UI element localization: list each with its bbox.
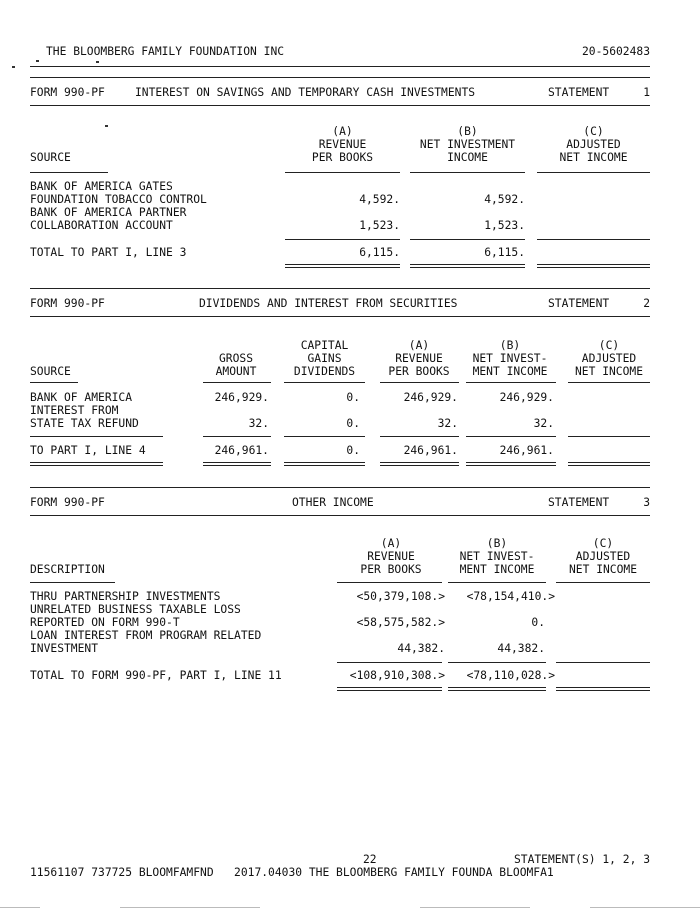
form-label: FORM 990-PF [30, 297, 105, 310]
scan-edge [0, 907, 40, 908]
statement-title: DIVIDENDS AND INTEREST FROM SECURITIES [199, 297, 458, 310]
row-description-line: THRU PARTNERSHIP INVESTMENTS [30, 590, 221, 603]
col-b-head-2: NET INVESTMENT [419, 138, 516, 151]
scan-edge [420, 907, 530, 908]
total-value-a: <108,910,308.> [349, 669, 445, 682]
total-double-rule [337, 687, 442, 691]
subtotal-rule [30, 436, 163, 437]
row-source-line: STATE TAX REFUND [30, 417, 139, 430]
header-underline [337, 582, 442, 583]
scan-speck [12, 66, 15, 68]
row-value-a: <58,575,582.> [356, 616, 445, 629]
footer-statements: STATEMENT(S) 1, 2, 3 [513, 853, 650, 866]
header-underline [537, 172, 650, 173]
total-double-rule [537, 264, 650, 268]
subtotal-rule [556, 662, 650, 663]
total-double-rule [466, 462, 556, 466]
statement-number: 3 [643, 496, 650, 509]
col-b-head-3: MENT INCOME [459, 563, 535, 576]
row-source-line: COLLABORATION ACCOUNT [30, 219, 173, 232]
total-value-b: 6,115. [484, 246, 525, 259]
subtotal-rule [337, 662, 442, 663]
total-value-b: <78,110,028.> [466, 669, 555, 682]
total-double-rule [285, 264, 400, 268]
divider [30, 515, 650, 516]
subtotal-rule [203, 436, 271, 437]
col-a-head-3: PER BOOKS [311, 151, 374, 164]
statement-label: STATEMENT [548, 297, 610, 310]
subtotal-rule [410, 239, 525, 240]
col-a-head-2: REVENUE [367, 550, 415, 563]
row-value-b: 32. [533, 417, 554, 430]
subtotal-rule [448, 662, 546, 663]
header-underline [410, 172, 525, 173]
col-a-head-2: REVENUE [395, 352, 443, 365]
total-double-rule [203, 462, 271, 466]
row-value-a: 1,523. [359, 219, 400, 232]
subtotal-rule [466, 436, 556, 437]
header-underline [30, 582, 115, 583]
divider [30, 288, 650, 289]
form-label: FORM 990-PF [30, 496, 105, 509]
col-cap-head-1: CAPITAL [300, 339, 349, 352]
row-description-line: UNRELATED BUSINESS TAXABLE LOSS [30, 603, 241, 616]
scan-speck [36, 60, 39, 62]
col-b-head-1: (B) [499, 339, 521, 352]
subtotal-rule [285, 239, 400, 240]
total-double-rule [410, 264, 525, 268]
total-label: TOTAL TO FORM 990-PF, PART I, LINE 11 [30, 669, 282, 682]
row-value-a: 32. [437, 417, 458, 430]
col-b-head-2: NET INVEST- [472, 352, 548, 365]
row-source-line: BANK OF AMERICA PARTNER [30, 206, 187, 219]
col-b-head-3: MENT INCOME [472, 365, 548, 378]
subtotal-rule [568, 436, 650, 437]
row-value-gross: 246,929. [214, 391, 269, 404]
divider [30, 316, 650, 317]
total-value-gross: 246,961. [214, 444, 269, 457]
ein: 20-5602483 [581, 45, 650, 58]
col-gross-head-2: AMOUNT [215, 365, 257, 378]
col-c-head-1: (C) [583, 125, 604, 138]
row-value-a: 44,382. [397, 642, 445, 655]
col-b-head-1: (B) [486, 537, 508, 550]
total-double-rule [284, 462, 365, 466]
total-value-b: 246,961. [499, 444, 554, 457]
total-value-a: 6,115. [359, 246, 400, 259]
subtotal-rule [284, 436, 365, 437]
header-rule [30, 66, 650, 67]
row-value-cap: 0. [346, 391, 360, 404]
col-c-head-2: ADJUSTED [581, 352, 637, 365]
col-c-head-2: ADJUSTED [575, 550, 631, 563]
form-label: FORM 990-PF [30, 86, 105, 99]
row-value-b: 1,523. [484, 219, 525, 232]
row-description-line: REPORTED ON FORM 990-T [30, 616, 180, 629]
subtotal-rule [537, 239, 650, 240]
total-value-a: 246,961. [403, 444, 458, 457]
header-underline [380, 382, 459, 383]
row-value-b: 44,382. [497, 642, 545, 655]
col-cap-head-3: DIVIDENDS [293, 365, 356, 378]
total-double-rule [30, 462, 163, 466]
page-number: 22 [363, 853, 377, 866]
total-double-rule [380, 462, 459, 466]
row-description-line: INVESTMENT [30, 642, 99, 655]
row-value-b: 0. [531, 616, 545, 629]
organization-name: THE BLOOMBERG FAMILY FOUNDATION INC [46, 45, 285, 58]
divider [30, 105, 650, 106]
col-a-head-1: (A) [380, 537, 402, 550]
col-a-head-1: (A) [332, 125, 353, 138]
col-b-head-1: (B) [457, 125, 478, 138]
scan-speck [105, 125, 108, 127]
header-underline [203, 382, 271, 383]
divider [30, 487, 650, 488]
header-underline [284, 382, 365, 383]
total-value-cap: 0. [346, 444, 360, 457]
statement-title: INTEREST ON SAVINGS AND TEMPORARY CASH INVESTMENTS [135, 86, 476, 99]
row-value-b: 246,929. [499, 391, 554, 404]
row-value-b: 4,592. [484, 193, 525, 206]
footer-line: 11561107 737725 BLOOMFAMFND 2017.04030 THE BLOOMBERG FAMILY FOUNDA BLOOMFA1 [30, 866, 554, 879]
total-double-rule [448, 687, 546, 691]
row-source-line: BANK OF AMERICA [30, 391, 133, 404]
col-a-head-1: (A) [408, 339, 430, 352]
col-c-head-3: NET INCOME [568, 563, 637, 576]
col-c-head-1: (C) [592, 537, 614, 550]
col-c-head-1: (C) [598, 339, 620, 352]
row-description-line: LOAN INTEREST FROM PROGRAM RELATED [30, 629, 262, 642]
header-underline [466, 382, 556, 383]
row-value-b: <78,154,410.> [466, 590, 555, 603]
col-source-head: SOURCE [30, 365, 71, 378]
col-source-head: SOURCE [30, 151, 71, 164]
subtotal-rule [380, 436, 459, 437]
col-c-head-3: NET INCOME [574, 365, 643, 378]
col-b-head-3: INCOME [447, 151, 488, 164]
row-value-a: <50,379,108.> [356, 590, 445, 603]
header-underline [556, 582, 650, 583]
statement-number: 1 [643, 86, 650, 99]
statement-label: STATEMENT [548, 86, 610, 99]
row-value-cap: 0. [346, 417, 360, 430]
col-cap-head-2: GAINS [307, 352, 342, 365]
row-value-gross: 32. [248, 417, 269, 430]
divider [30, 77, 650, 78]
row-source-line: BANK OF AMERICA GATES [30, 180, 173, 193]
col-c-head-3: NET INCOME [559, 151, 628, 164]
statement-number: 2 [643, 297, 650, 310]
row-source-line: INTEREST FROM [30, 404, 119, 417]
scan-edge [590, 907, 700, 908]
scan-edge [120, 907, 260, 908]
statement-title: OTHER INCOME [292, 496, 374, 509]
total-double-rule [556, 687, 650, 691]
col-b-head-2: NET INVEST- [459, 550, 535, 563]
header-underline [448, 582, 546, 583]
col-a-head-3: PER BOOKS [388, 365, 450, 378]
col-a-head-3: PER BOOKS [360, 563, 422, 576]
header-underline [285, 172, 400, 173]
header-underline [568, 382, 650, 383]
total-label: TOTAL TO PART I, LINE 3 [30, 246, 187, 259]
row-value-a: 4,592. [359, 193, 400, 206]
row-source-line: FOUNDATION TOBACCO CONTROL [30, 193, 207, 206]
total-double-rule [568, 462, 650, 466]
header-underline [30, 172, 108, 173]
statement-label: STATEMENT [548, 496, 610, 509]
col-a-head-2: REVENUE [318, 138, 367, 151]
col-description-head: DESCRIPTION [30, 563, 105, 576]
header-underline [30, 382, 78, 383]
col-gross-head-1: GROSS [218, 352, 253, 365]
total-label: TO PART I, LINE 4 [30, 444, 146, 457]
row-value-a: 246,929. [403, 391, 458, 404]
scan-speck [96, 61, 99, 63]
col-c-head-2: ADJUSTED [566, 138, 621, 151]
